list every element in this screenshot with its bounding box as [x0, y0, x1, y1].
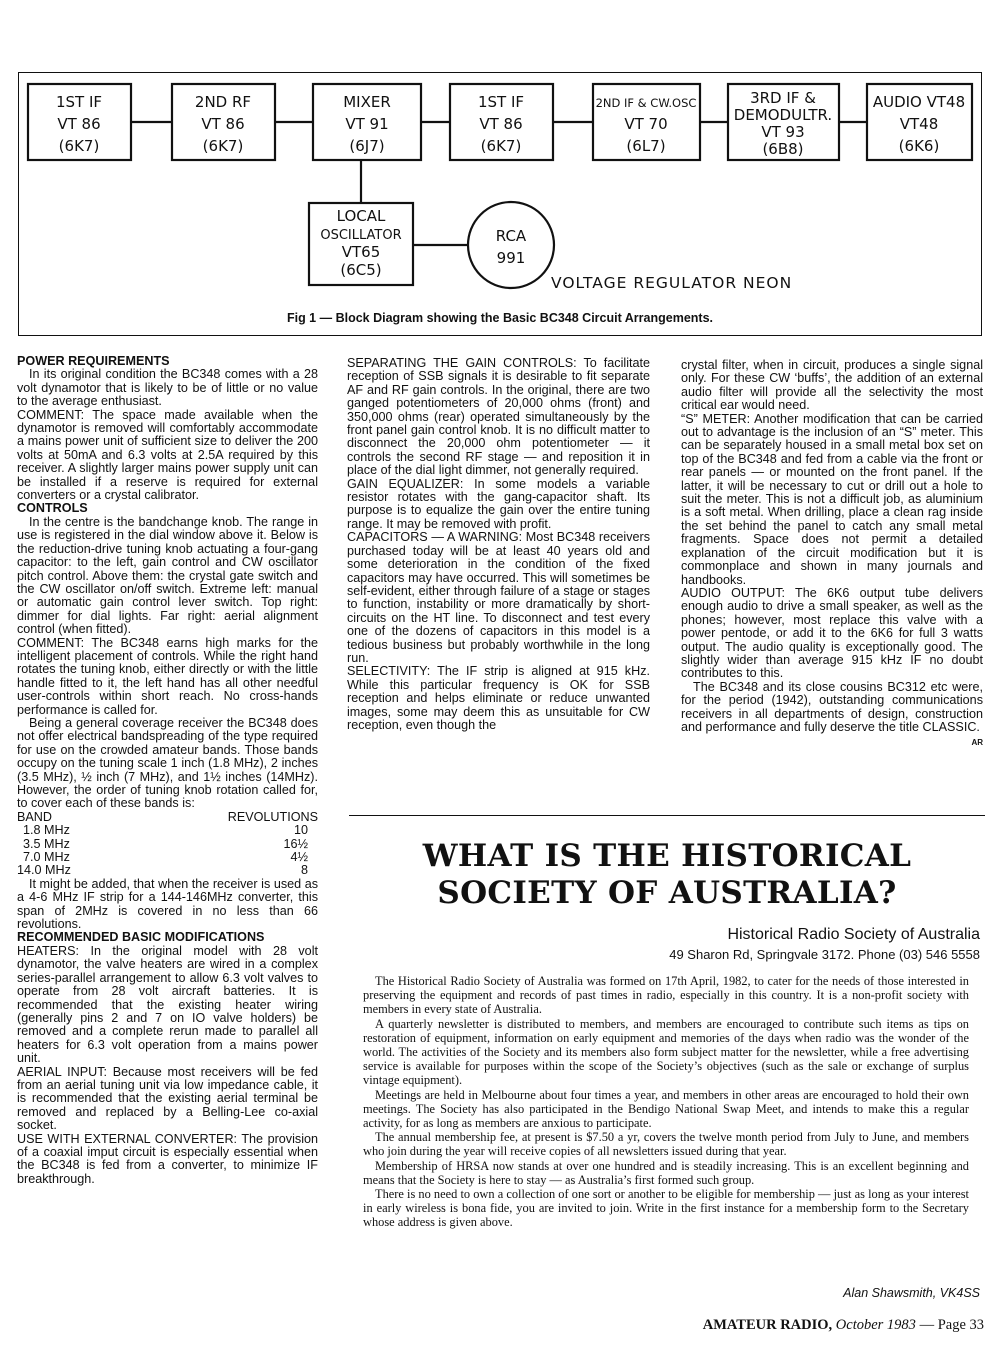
paragraph: AERIAL INPUT: Because most receivers will be fed from an aerial tuning unit via low impedance cable, it is recommended that the existing aerial terminal be removed and replaced by a Belling-Lee co-axial socket. [17, 1064, 318, 1133]
paragraph: AUDIO OUTPUT: The 6K6 output tube delivers enough audio to drive a small speaker, as well as the phones; however, most replace this valve with a power pentode, or add it to the 6K6 for full 3 watts output. The audio quality is exceptionally good. The slightly wider than average 915 kHz IF no doubt contributes to this. [681, 585, 983, 681]
heading-power-requirements: POWER REQUIREMENTS [17, 354, 170, 368]
block-label: 3RD IF & [750, 89, 816, 107]
block-label: VT 86 [479, 115, 523, 133]
block-label: (6B8) [762, 140, 804, 158]
hrsa-organisation: Historical Radio Society of Australia [727, 926, 980, 943]
paragraph: Being a general coverage receiver the BC348 does not offer electrical bandspreading of the type required for use on the crowded amateur bands. Those bands occupy on the tuning scale 1 inch (1.8 MHz), 2 inches (3.5 MHz), ½ inch (7 MHz), and 1½ inches (14MHz). However, the order of tuning knob rotation called for, to cover each of these bands is: [17, 715, 318, 811]
table-row [17, 838, 318, 851]
paragraph: In the centre is the bandchange knob. The range in use is registered in the dial window above it. Below is the reduction-drive tuning knob actuating a four-gang capacitor: to the left, gain control and CW oscillator pitch control. Above them: the crystal gate switch and the CW oscillator on/off switch. Extreme left: manual or automatic gain control lever switch. Top right: dimmer for dial lights. Far right: aerial alignment control (when fitted). [17, 514, 318, 637]
paragraph-text: The BC348 and its close cousins BC312 etc were, for the period (1942), outstanding communications receivers in all departments of design, construction and performance and fully deserve the title CLASSIC. [681, 679, 983, 734]
neon-circle [468, 202, 554, 288]
heading-controls: CONTROLS [17, 501, 88, 516]
hrsa-headline: WHAT IS THE HISTORICAL SOCIETY OF AUSTRALIA? [422, 838, 912, 911]
table-cell: 8 [300, 863, 308, 878]
paragraph: It might be added, that when the receiver is used as a 4-6 MHz IF strip for a 144-146MHz converter, this span of 2MHz is covered in no less than 66 revolutions. [17, 876, 318, 932]
table-cell: 1.8 MHz [23, 823, 70, 838]
footer-issue: October 1983 [835, 1317, 916, 1333]
block-label: VT 91 [345, 115, 389, 133]
block-label: AUDIO VT48 [872, 93, 966, 111]
table-row [17, 851, 318, 864]
table-row [17, 824, 318, 837]
figure-caption: Fig 1 — Block Diagram showing the Basic BC348 Circuit Arrangements. [286, 311, 714, 325]
paragraph: In its original condition the BC348 comes with a 28 volt dynamotor that is likely to be of little or no value to the average enthusiast. [17, 367, 318, 409]
table-cell: 4½ [290, 850, 308, 865]
paragraph: There is no need to own a collection of one sort or another to be eligible for membership — just as long as your interest in early wireless is bona fide, you are invited to join. Write in the first instance for a membership form to the Secretary whose address is given above. [363, 1187, 969, 1230]
neon-label: 991 [496, 249, 526, 267]
paragraph [681, 679, 983, 748]
paragraph: SELECTIVITY: The IF strip is aligned at 915 kHz. While this particular frequency is OK for SSB reception and helps eliminate or reduce unwanted images, some may deem this as unsuitable for CW reception, even though the [347, 664, 650, 732]
table-header-revolutions: REVOLUTIONS [227, 809, 318, 824]
paragraph: Meetings are held in Melbourne about four times a year, and members in other areas are encouraged to hold their own meetings. The Society has also participated in the Bendigo National Swap Meet, and intends to make this a regular activity, for as long as members are anxious to participate. [363, 1087, 969, 1131]
table-cell: 7.0 MHz [23, 850, 70, 865]
paragraph: Membership of HRSA now stands at over one hundred and is steadily increasing. This is an excellent beginning and means that the Society is here to stay — as Australia’s first formed such group. [363, 1158, 969, 1187]
block-label: VT 86 [57, 115, 101, 133]
block-label: 1ST IF [55, 93, 103, 111]
neon-caption-label: VOLTAGE REGULATOR NEON [551, 274, 793, 292]
oscillator-label: LOCAL [336, 207, 386, 225]
column-3 [681, 359, 983, 750]
paragraph: COMMENT: The space made available when the dynamotor is removed will comfortably accommodate a mains power unit of sufficient size to deliver the 200 volts at 50mA and 6.3 volts at 2.5A required by this receiver. A slightly larger mains power supply unit can be installed if a reserve is required for external converters or a crystal calibrator. [17, 407, 318, 503]
paragraph: COMMENT: The BC348 earns high marks for the intelligent placement of controls. While the right hand rotates the tuning knob, either directly or with the little handle fitted to it, the left hand has all other needful user-controls within short reach. No cross-hands performance is called for. [17, 635, 318, 717]
oscillator-label: OSCILLATOR [320, 228, 402, 243]
block-label: MIXER [343, 93, 391, 111]
column-2 [347, 357, 650, 732]
heading-recommended-modifications: RECOMMENDED BASIC MODIFICATIONS [17, 930, 265, 945]
block-label: (6K7) [480, 137, 522, 155]
table-cell: 10 [293, 823, 308, 838]
paragraph: crystal filter, when in circuit, produces a single signal only. For these CW ‘buffs’, the addition of an external audio filter will provide all the selectivity the most critical ear would need. [681, 358, 983, 413]
paragraph: GAIN EQUALIZER: In some models a variable resistor rotates with the gang-capacitor shaft. Its purpose is to equalize the gain over the entire tuning range. It may be removed with profit. [347, 476, 650, 531]
paragraph: The annual membership fee, at present is $7.50 a yr, covers the twelve month period from July to June, and members who join during the year will receive copies of all newsletters issued during that year. [363, 1130, 969, 1159]
block-label: 1ST IF [477, 93, 525, 111]
block-label: VT48 [899, 115, 939, 133]
block-label: 2ND IF & CW.OSC [595, 96, 697, 110]
block-label: DEMODULTR. [733, 106, 833, 124]
paragraph: A quarterly newsletter is distributed to members, and members are encouraged to contribute such items as tips on restoration of equipment, information on early equipment and memories of the days when radio was the wonder of the world. The activities of the Society and its members also form subject matter for the newsletter, while a free advertising service is available for purposes within the scope of the Society’s objectives (such as the sale or exchange of surplus vintage equipment). [363, 1016, 969, 1088]
block-label: (6K6) [898, 137, 940, 155]
block-label: 2ND RF [194, 93, 252, 111]
page-footer [703, 1317, 984, 1334]
author-byline: Alan Shawsmith, VK4SS [843, 1286, 980, 1300]
hrsa-body [363, 974, 969, 1230]
paragraph: CAPACITORS — A WARNING: Most BC348 receivers purchased today will be at least 40 years old and some deterioration in the condition of the fixed capacitors may have occurred. This will sometimes be self-evident, either through failure of a stage or stages to function, instability or more dramatically by short-circuits on the HT line. To disconnect and test every one of the dozens of capacitors in this model is a tedious business but probably worthwhile in the long run. [347, 530, 650, 665]
paragraph: “S” METER: Another modification that can be carried out to advantage is the inclusion of an “S” meter. This can be separately housed in a small metal box set on top of the BC348 and fed from a cable via the front or rear panels — or mounted on the front panel. If the latter, it will be necessary to cut or drill out a hole to suit the meter. This is not a difficult job, as aluminium is a soft metal. When drilling, place a clean rag inside the set behind the panel to catch any small metal fragments. Space does not permit a detailed explanation of the circuit modification but it is commonplace and shown in many journals and handbooks. [681, 411, 983, 587]
block-label: VT 70 [624, 115, 668, 133]
table-header-band: BAND [17, 809, 52, 824]
footer-magazine: AMATEUR RADIO, [702, 1317, 833, 1333]
paragraph: The Historical Radio Society of Australia was formed on 17th April, 1982, to cater for the needs of those interested in preserving the equipment and records of past times in radio, especially in this country. It is a non-profit society with members in every state of Australia. [363, 974, 969, 1017]
block-label: (6K7) [58, 137, 100, 155]
block-label: (6L7) [626, 137, 666, 155]
table-cell: 14.0 MHz [17, 863, 71, 878]
block-label: VT 86 [201, 115, 245, 133]
paragraph: HEATERS: In the original model with 28 volt dynamotor, the valve heaters are wired in a complex series-parallel arrangement to allow 6.3 volt valves to operate from 28 volt aircraft batteries. It is recommended that the existing heater wiring (generally pins 2 and 7 on IO valve holders) be removed and a complete rerun made to parallel all heaters for 6.3 volt operation from a mains power unit. [17, 943, 318, 1066]
oscillator-label: VT65 [341, 243, 381, 261]
block-label: VT 93 [761, 123, 805, 141]
hrsa-address: 49 Sharon Rd, Springvale 3172. Phone (03) 546 5558 [669, 947, 980, 962]
table-cell: 3.5 MHz [23, 836, 70, 851]
paragraph: USE WITH EXTERNAL CONVERTER: The provision of a coaxial imput circuit is especially essential when the BC348 is fed from a converter, to minimize IF breakthrough. [17, 1131, 318, 1186]
block-label: (6K7) [202, 137, 244, 155]
block-diagram [19, 73, 981, 335]
section-divider [349, 815, 985, 816]
block-diagram-figure [18, 72, 982, 336]
footer-page: — Page 33 [919, 1317, 984, 1333]
paragraph: SEPARATING THE GAIN CONTROLS: To facilitate reception of SSB signals it is desirable to fit separate AF and RF gain controls. In the original, there are two ganged potentiometers of 20,000 ohms (front) and 350,000 ohms (rear) operated simultaneously by the front panel gain control knob. It is no difficult matter to disconnect the 20,000 ohm potentiometer — it controls the second RF stage — and reposition it in place of the dial light dimmer, not generally required. [347, 356, 650, 478]
neon-label: RCA [495, 227, 527, 245]
column-1 [17, 355, 318, 1186]
oscillator-label: (6C5) [340, 261, 382, 279]
band-revolutions-table [17, 811, 318, 878]
table-row [17, 864, 318, 877]
table-cell: 16½ [283, 836, 308, 851]
end-mark: AR [971, 738, 983, 748]
block-label: (6J7) [349, 137, 385, 155]
